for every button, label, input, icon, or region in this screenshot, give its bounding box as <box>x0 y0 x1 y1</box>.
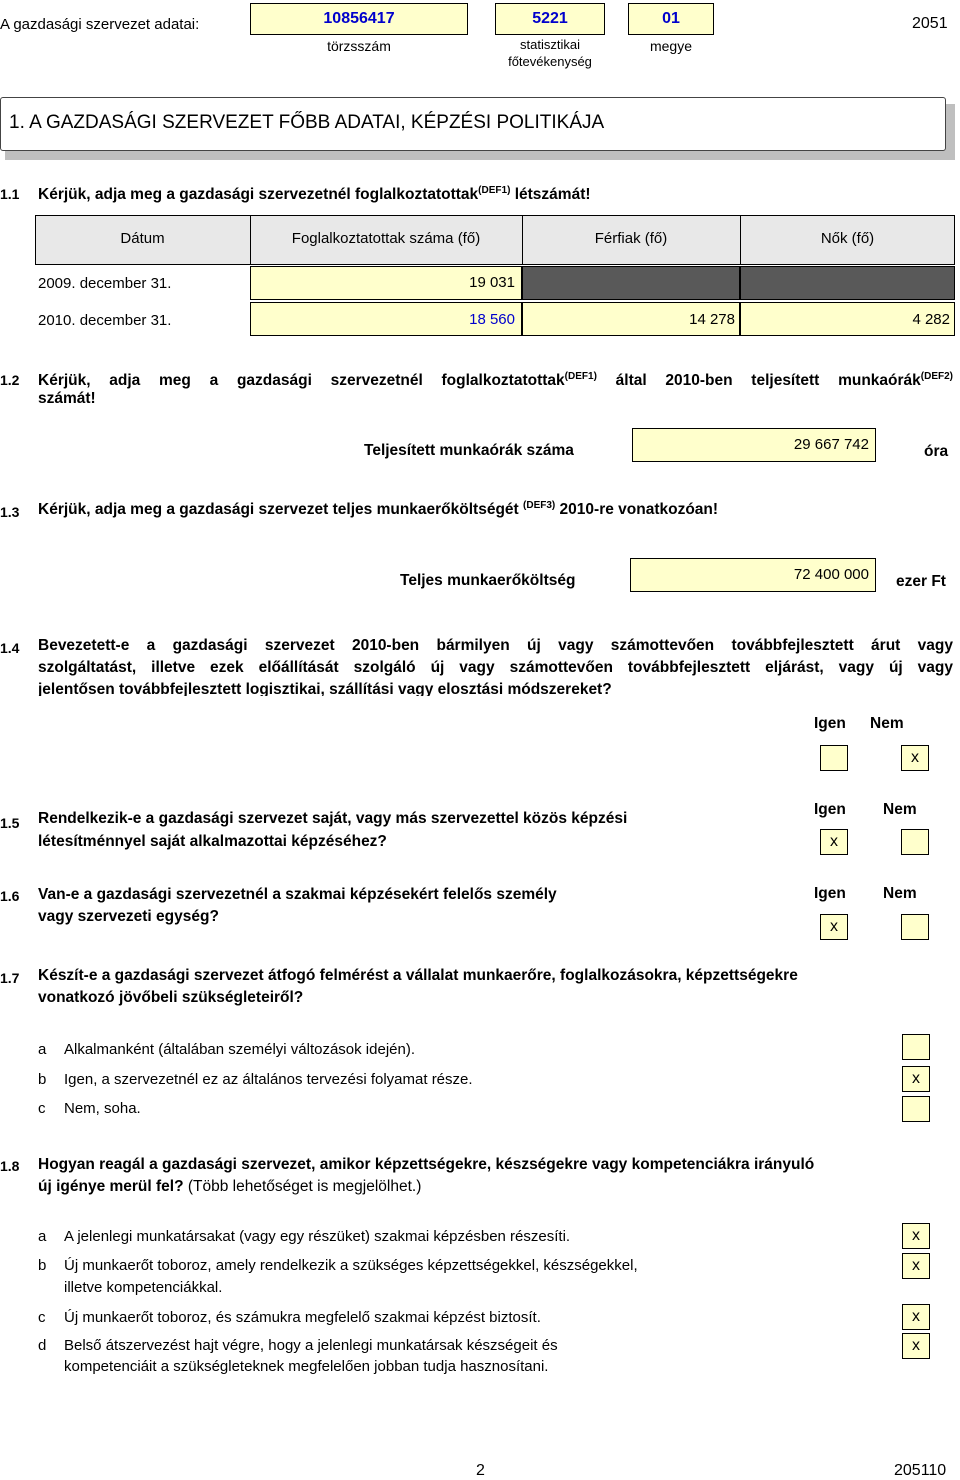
q1-8-opt-b-text2: illetve kompetenciákkal. <box>64 1279 223 1296</box>
q1-7-opt-b-checkbox[interactable]: x <box>902 1066 930 1092</box>
page-number: 2 <box>476 1462 485 1479</box>
q1-7-opt-c-checkbox[interactable] <box>902 1096 930 1122</box>
footer-code: 205110 <box>894 1462 947 1479</box>
q1-4-no-label: Nem <box>870 715 904 732</box>
q1-7-line1: Készít-e a gazdasági szervezet átfogó felmérést a vállalat munkaerőre, foglalkozásokra, képzettségekre <box>38 967 798 984</box>
hours-label: Teljesített munkaórák száma <box>364 442 574 459</box>
q1-5-no-checkbox[interactable] <box>901 829 929 855</box>
q1-4-line1: Bevezetett-e a gazdasági szervezet 2010-ben bármilyen új vagy számottevően továbbfejlesztett árut vagy <box>38 637 953 654</box>
megye-field[interactable]: 01 <box>628 3 714 35</box>
q1-8-line2: új igénye merül fel? (Több lehetőséget is megjelölhet.) <box>38 1178 422 1195</box>
q1-5-yes-checkbox[interactable]: x <box>820 829 848 855</box>
q1-5-yes-label: Igen <box>814 801 846 818</box>
row-2010-date: 2010. december 31. <box>38 312 172 329</box>
col-men: Férfiak (fő) <box>594 230 668 247</box>
q1-2-number: 1.2 <box>0 372 20 388</box>
row-2009-date: 2009. december 31. <box>38 275 172 292</box>
q1-7-opt-b-text: Igen, a szervezetnél ez az általános tervezési folyamat része. <box>64 1071 473 1088</box>
teaor-label-2: főtevékenység <box>508 54 592 69</box>
q1-8-opt-d-text2: kompetenciáit a szükségleteknek megfelelően jobban tudja hasznosítani. <box>64 1358 549 1375</box>
q1-8-opt-b-letter: b <box>38 1257 47 1274</box>
torzsszam-field[interactable]: 10856417 <box>250 3 468 35</box>
section-title: 1. A GAZDASÁGI SZERVEZET FŐBB ADATAI, KÉPZÉSI POLITIKÁJA <box>9 112 605 133</box>
q1-7-opt-b-letter: b <box>38 1071 47 1088</box>
q1-2-text-line1: Kérjük, adja meg a gazdasági szervezetnél foglalkoztatottak$^{(DEF1)}$ által 2010-ben teljesített munkaórák$^{(DEF2)}$ <box>38 371 954 390</box>
q1-8-opt-d-checkbox[interactable]: x <box>902 1333 930 1359</box>
q1-4-line2: szolgáltatást, illetve ezek előállítását szolgáló új vagy számottevően továbbfejlesztett eljárást, vagy új vagy <box>38 659 953 676</box>
q1-7-opt-a-text: Alkalmanként (általában személyi változások idején). <box>64 1041 416 1058</box>
org-data-label: A gazdasági szervezet adatai: <box>0 16 200 33</box>
q1-8-opt-a-checkbox[interactable]: x <box>902 1223 930 1249</box>
row-2010-employed[interactable]: 18 560 <box>250 302 522 336</box>
cost-label: Teljes munkaerőköltség <box>400 572 576 589</box>
cost-field[interactable]: 72 400 000 <box>630 558 876 592</box>
q1-8-opt-b-checkbox[interactable]: x <box>902 1253 930 1279</box>
col-date: Dátum <box>120 230 165 247</box>
row-2009-employed[interactable]: 19 031 <box>250 266 522 300</box>
q1-5-line2: létesítménnyel saját alkalmazottai képzéséhez? <box>38 833 387 850</box>
row-2009-women-disabled <box>740 266 955 300</box>
q1-7-opt-c-letter: c <box>38 1100 46 1117</box>
q1-8-opt-a-text: A jelenlegi munkatársakat (vagy egy részüket) szakmai képzésben részesíti. <box>64 1228 571 1245</box>
q1-6-yes-checkbox[interactable]: x <box>820 914 848 940</box>
hours-unit: óra <box>924 443 949 460</box>
q1-8-opt-c-text: Új munkaerőt toboroz, és számukra megfelelő szakmai képzést biztosít. <box>64 1309 541 1326</box>
q1-3-number: 1.3 <box>0 504 20 520</box>
q1-6-line1: Van-e a gazdasági szervezetnél a szakmai képzésekért felelős személy <box>38 886 557 903</box>
q1-4-yes-label: Igen <box>814 715 846 732</box>
q1-8-opt-c-checkbox[interactable]: x <box>902 1304 930 1330</box>
q1-7-opt-c-text: Nem, soha. <box>64 1100 141 1117</box>
form-code: 2051 <box>912 15 948 32</box>
q1-3-text: Kérjük, adja meg a gazdasági szervezet teljes munkaerőköltségét $^{(DEF3)}$ 2010-re vonatkozóan! <box>38 500 719 519</box>
q1-5-number: 1.5 <box>0 815 20 831</box>
row-2009-men-disabled <box>522 266 740 300</box>
q1-8-opt-d-text: Belső átszervezést hajt végre, hogy a jelenlegi munkatársak készségeit és <box>64 1337 558 1354</box>
q1-1-text: Kérjük, adja meg a gazdasági szervezetnél foglalkoztatottak$^{(DEF1)}$ létszámát! <box>38 185 591 204</box>
q1-6-no-checkbox[interactable] <box>901 914 929 940</box>
q1-8-opt-d-letter: d <box>38 1337 47 1354</box>
q1-8-line1: Hogyan reagál a gazdasági szervezet, amikor képzettségekre, készségekre vagy kompetenciákra irányuló <box>38 1156 815 1173</box>
teaor-label-1: statisztikai <box>520 37 580 52</box>
row-2010-women[interactable]: 4 282 <box>740 302 955 336</box>
q1-5-line1: Rendelkezik-e a gazdasági szervezet saját, vagy más szervezettel közös képzési <box>38 810 628 827</box>
q1-7-number: 1.7 <box>0 970 20 986</box>
q1-1-number: 1.1 <box>0 186 20 202</box>
q1-6-yes-label: Igen <box>814 885 846 902</box>
row-2010-men[interactable]: 14 278 <box>522 302 740 336</box>
torzsszam-label: törzsszám <box>327 38 391 54</box>
q1-8-opt-c-letter: c <box>38 1309 46 1326</box>
q1-4-line3: jelentősen továbbfejlesztett logisztikai, szállítási vagy elosztási módszereket? <box>38 681 612 696</box>
q1-5-no-label: Nem <box>883 801 917 818</box>
teaor-field[interactable]: 5221 <box>495 3 605 35</box>
cost-unit: ezer Ft <box>896 573 946 590</box>
section-title-box <box>0 97 946 151</box>
q1-8-number: 1.8 <box>0 1158 20 1174</box>
hours-field[interactable]: 29 667 742 <box>632 428 876 462</box>
q1-8-opt-b-text: Új munkaerőt toboroz, amely rendelkezik a szükséges képzettségekkel, készségekkel, <box>64 1257 638 1274</box>
q1-8-opt-a-letter: a <box>38 1228 47 1245</box>
q1-7-opt-a-checkbox[interactable] <box>902 1034 930 1060</box>
q1-6-no-label: Nem <box>883 885 917 902</box>
q1-6-number: 1.6 <box>0 888 20 904</box>
q1-4-yes-checkbox[interactable] <box>820 745 848 771</box>
q1-7-line2: vonatkozó jövőbeli szükségleteiről? <box>38 989 304 1006</box>
q1-4-number: 1.4 <box>0 640 20 656</box>
megye-label: megye <box>649 38 693 54</box>
col-women: Nők (fő) <box>820 230 875 247</box>
q1-6-line2: vagy szervezeti egység? <box>38 908 219 925</box>
q1-7-opt-a-letter: a <box>38 1041 47 1058</box>
q1-2-text-line2: számát! <box>38 390 96 407</box>
col-employed: Foglalkoztatottak száma (fő) <box>291 230 481 247</box>
q1-4-no-checkbox[interactable]: x <box>901 745 929 771</box>
